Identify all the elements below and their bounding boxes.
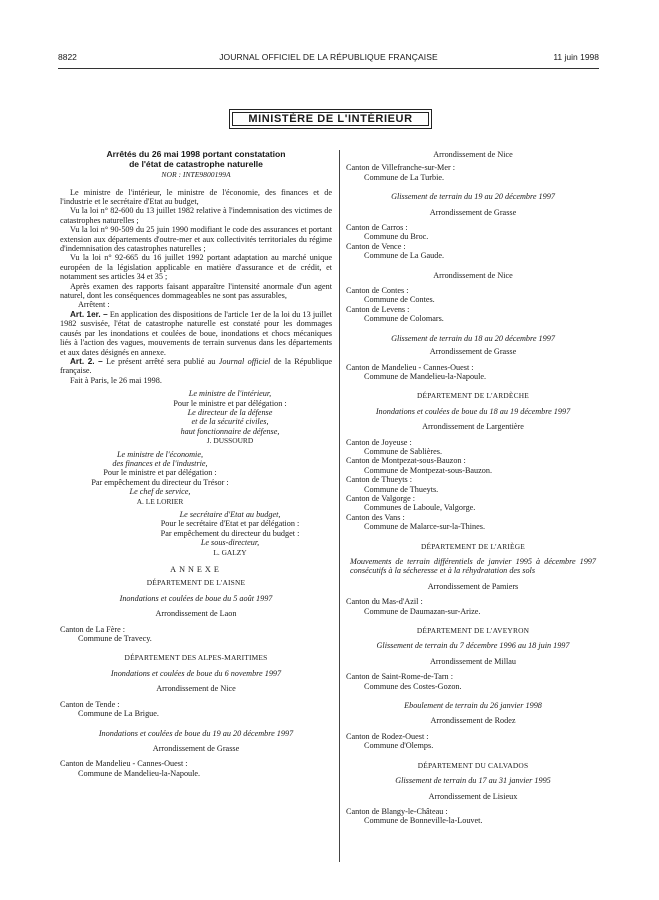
decree-title-line2: de l'état de catastrophe naturelle xyxy=(129,158,263,169)
visa-paragraph-3: Vu la loi n° 92-665 du 16 juillet 1992 portant adaptation au marché unique européen de la législation applicable en matière d'assurance et de crédit, et notamment ses articles 34 et 35 ; xyxy=(60,253,332,282)
sig-line: Par empêchement du directeur du Trésor : xyxy=(91,477,229,487)
arrondissement-heading: Arrondissement de Rodez xyxy=(430,716,516,726)
event-heading: Inondations et coulées de boue du 18 au 19 décembre 1997 xyxy=(375,406,571,416)
arrondissement-heading: Arrondissement de Largentière xyxy=(422,422,524,432)
decree-title xyxy=(60,150,332,169)
commune-line: Commune de Bonneville-la-Louvet. xyxy=(364,816,483,826)
sig-line: des finances et de l'industrie, xyxy=(112,458,208,468)
signatory-name: J. DUSSOURD xyxy=(206,436,254,446)
commune-line: Commune de La Turbie. xyxy=(364,172,445,182)
canton-line: Canton de Villefranche-sur-Mer : xyxy=(346,163,456,173)
signature-interior xyxy=(140,389,320,445)
sig-line: Le ministre de l'intérieur, xyxy=(188,389,272,399)
article-2-text: Le présent arrêté sera publié au xyxy=(106,356,219,366)
commune-line: Communes de Laboule, Valgorge. xyxy=(364,503,476,513)
signatory-name: A. LE LORIER xyxy=(136,496,184,506)
arrondissement-heading: Arrondissement de Laon xyxy=(155,609,237,619)
sig-line: Pour le ministre et par délégation : xyxy=(173,398,287,408)
commune-line: Commune de Thueyts. xyxy=(364,484,439,494)
sig-line: et de la sécurité civiles, xyxy=(191,417,269,427)
commune-line: Commune des Costes-Gozon. xyxy=(364,681,462,691)
commune-line: Commune de Daumazan-sur-Arize. xyxy=(364,606,481,616)
arrondissement-heading: Arrondissement de Pamiers xyxy=(427,581,519,591)
canton-line: Canton de Valgorge : xyxy=(346,493,416,503)
canton-line: Canton de Saint-Rome-de-Tarn : xyxy=(346,672,453,682)
event-heading: Glissement de terrain du 17 au 31 janvier 1995 xyxy=(395,776,551,786)
arrondissement-heading: Arrondissement de Nice xyxy=(433,150,513,159)
canton-line: Canton de Carros : xyxy=(346,223,408,233)
article-2-journal: Journal officiel xyxy=(218,356,271,366)
visa-paragraph-1: Vu la loi n° 82-600 du 13 juillet 1982 relative à l'indemnisation des victimes de catastrophes naturelles ; xyxy=(60,206,332,225)
article-2 xyxy=(60,357,332,376)
sig-line: Le ministre de l'économie, xyxy=(116,449,204,459)
signature-budget xyxy=(130,510,330,557)
canton-line: Canton de Contes : xyxy=(346,286,409,296)
dept-heading: DÉPARTEMENT DE L'ARIÈGE xyxy=(420,541,526,551)
sig-line: Le directeur de la défense xyxy=(187,407,273,417)
event-heading: Mouvements de terrain différentiels de janvier 1995 à décembre 1997 consécutifs à la sécheresse et à la réhydratation des sols xyxy=(350,557,596,576)
canton-line: Canton de Tende : xyxy=(60,699,120,709)
arrondissement-heading: Arrondissement de Grasse xyxy=(429,207,517,217)
column-divider xyxy=(339,150,340,862)
canton-line: Canton de Thueyts : xyxy=(346,475,413,485)
canton-line: Canton de La Fère : xyxy=(60,624,126,634)
arrondissement-heading: Arrondissement de Grasse xyxy=(429,347,517,357)
event-heading: Inondations et coulées de boue du 5 août 1997 xyxy=(119,593,273,603)
event-heading: Inondations et coulées de boue du 19 au 20 décembre 1997 xyxy=(98,728,294,738)
sig-line: Pour le secrétaire d'Etat et par délégation : xyxy=(160,519,300,529)
arrondissement-heading: Arrondissement de Nice xyxy=(156,684,236,694)
canton-line: Canton des Vans : xyxy=(346,512,405,522)
commune-line: Commune de Travecy. xyxy=(78,634,152,644)
sig-line: Le sous-directeur, xyxy=(200,538,260,548)
nor-reference: NOR : INTE9800199A xyxy=(161,170,231,180)
considering-paragraph: Après examen des rapports faisant apparaître l'intensité anormale d'un agent naturel, dont les conséquences dommageables ne sont pas assurables, xyxy=(60,281,332,301)
commune-line: Commune de Montpezat-sous-Bauzon. xyxy=(364,465,493,475)
event-heading: Glissement de terrain du 7 décembre 1996 au 18 juin 1997 xyxy=(376,641,570,651)
canton-line: Canton de Mandelieu - Cannes-Ouest : xyxy=(60,759,188,769)
commune-line: Commune de Malarce-sur-la-Thines. xyxy=(364,522,486,532)
canton-line: Canton de Joyeuse : xyxy=(346,437,412,447)
arrondissement-heading: Arrondissement de Nice xyxy=(433,270,513,280)
page-header xyxy=(58,52,599,66)
article-2-text-end: de la République française. xyxy=(60,356,332,376)
article-2-label: Art. 2. – xyxy=(70,356,103,366)
canton-line: Canton de Mandelieu - Cannes-Ouest : xyxy=(346,362,474,372)
ministry-title: MINISTÈRE DE L'INTÉRIEUR xyxy=(232,112,429,126)
canton-line: Canton de Levens : xyxy=(346,304,410,314)
sig-line: Pour le ministre et par délégation : xyxy=(103,468,217,478)
left-column xyxy=(60,150,332,778)
arrondissement-heading: Arrondissement de Millau xyxy=(430,656,516,666)
commune-line: Commune de Contes. xyxy=(364,295,435,305)
ministry-box xyxy=(229,109,432,129)
signature-economy xyxy=(70,450,250,506)
event-heading: Inondations et coulées de boue du 6 novembre 1997 xyxy=(110,668,282,678)
signatory-name: L. GALZY xyxy=(213,547,247,557)
canton-line: Canton de Vence : xyxy=(346,241,406,251)
commune-line: Commune de La Gaude. xyxy=(364,251,445,261)
commune-line: Commune du Broc. xyxy=(364,232,429,242)
event-heading: Eboulement de terrain du 26 janvier 1998 xyxy=(404,701,542,711)
sig-line: haut fonctionnaire de défense, xyxy=(180,426,280,436)
canton-line: Canton de Montpezat-sous-Bauzon : xyxy=(346,456,466,466)
journal-title: JOURNAL OFFICIEL DE LA RÉPUBLIQUE FRANÇAISE xyxy=(219,52,438,62)
commune-line: Commune de Sablières. xyxy=(364,446,442,456)
sig-line: Le secrétaire d'Etat au budget, xyxy=(179,510,281,519)
event-heading: Glissement de terrain du 19 au 20 décembre 1997 xyxy=(391,192,555,202)
article-1-text: En application des dispositions de l'article 1er de la loi du 13 juillet 1982 susvisée, l'état de catastrophe naturelle est constaté pour les dommages causés par les inondations et coulées de boue, inondations et chocs mécaniques liés à l'action des vagues, mouvements de terrain survenus dans les départements et aux dates désignés en annexe. xyxy=(60,309,332,357)
right-column xyxy=(346,150,600,826)
commune-line: Commune de La Brigue. xyxy=(78,709,159,719)
article-1 xyxy=(60,310,332,357)
issue-date: 11 juin 1998 xyxy=(553,52,599,62)
commune-line: Commune de Colomars. xyxy=(364,314,444,324)
sig-line: Le chef de service, xyxy=(129,487,191,497)
decree-title-line1: Arrêtés du 26 mai 1998 portant constatation xyxy=(106,149,286,159)
annex-heading: ANNEXE xyxy=(170,565,222,575)
dept-heading: DÉPARTEMENT DU CALVADOS xyxy=(417,760,529,770)
visa-paragraph-2: Vu la loi n° 90-509 du 25 juin 1990 modifiant le code des assurances et portant extension aux départements d'outre-mer et aux collectivités territoriales du régime d'indemnisation des catastrophes naturelles ; xyxy=(60,225,332,254)
dept-heading: DÉPARTEMENT DES ALPES-MARITIMES xyxy=(124,653,268,663)
arrondissement-heading: Arrondissement de Lisieux xyxy=(428,791,518,801)
canton-line: Canton de Rodez-Ouest : xyxy=(346,731,429,741)
commune-line: Commune d'Olemps. xyxy=(364,741,434,751)
arrondissement-heading: Arrondissement de Grasse xyxy=(152,743,240,753)
article-1-label: Art. 1er. – xyxy=(70,309,108,319)
dept-heading: DÉPARTEMENT DE L'ARDÈCHE xyxy=(416,391,530,401)
dept-heading: DÉPARTEMENT DE L'AVEYRON xyxy=(416,626,530,636)
commune-line: Commune de Mandelieu-la-Napoule. xyxy=(78,768,201,778)
preamble-paragraph: Le ministre de l'intérieur, le ministre de l'économie, des finances et de l'industrie et le secrétaire d'Etat au budget, xyxy=(60,187,332,206)
commune-line: Commune de Mandelieu-la-Napoule. xyxy=(364,371,487,381)
arretent: Arrêtent : xyxy=(78,300,110,310)
canton-line: Canton du Mas-d'Azil : xyxy=(346,597,423,607)
dept-heading: DÉPARTEMENT DE L'AISNE xyxy=(146,578,246,588)
sig-line: Par empêchement du directeur du budget : xyxy=(160,528,300,538)
canton-line: Canton de Blangy-le-Château : xyxy=(346,806,448,816)
page-number: 8822 xyxy=(58,52,77,62)
header-rule xyxy=(58,68,599,69)
event-heading: Glissement de terrain du 18 au 20 décembre 1997 xyxy=(391,333,555,343)
done-at: Fait à Paris, le 26 mai 1998. xyxy=(70,375,162,385)
